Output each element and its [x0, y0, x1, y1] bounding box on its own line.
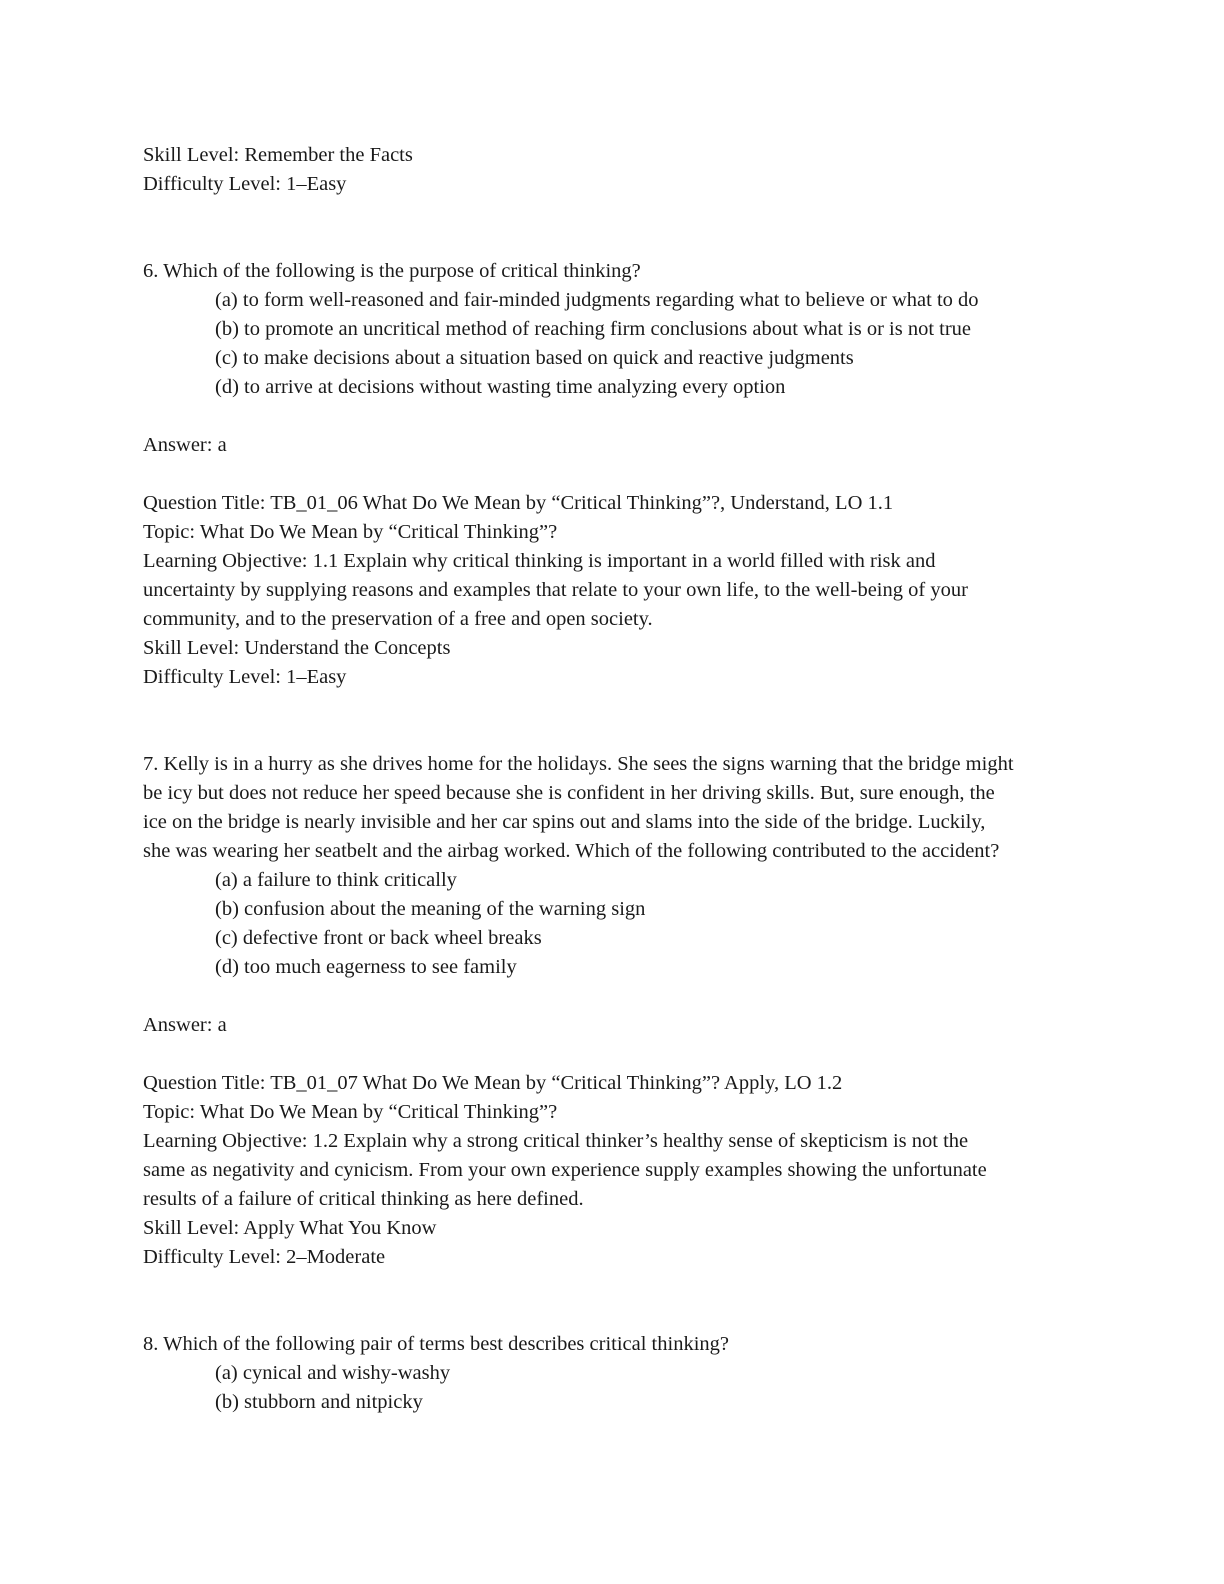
option-b: (b) stubborn and nitpicky: [215, 1391, 423, 1413]
question-text-line-2: be icy but does not reduce her speed because she is confident in her driving skills. But, sure enough, the: [143, 782, 995, 804]
difficulty-level: Difficulty Level: 2–Moderate: [143, 1246, 386, 1268]
option-b: (b) confusion about the meaning of the warning sign: [215, 898, 646, 920]
skill-level: Skill Level: Apply What You Know: [143, 1217, 437, 1239]
option-c: (c) to make decisions about a situation based on quick and reactive judgments: [215, 347, 854, 369]
page-content: [143, 141, 1083, 1417]
question-text-line-3: ice on the bridge is nearly invisible and her car spins out and slams into the side of the bridge. Luckily,: [143, 811, 986, 833]
option-a: (a) a failure to think critically: [215, 869, 457, 891]
learning-objective-line-2: same as negativity and cynicism. From your own experience supply examples showing the unfortunate: [143, 1159, 987, 1181]
answer: Answer: a: [143, 434, 227, 456]
spacer: [143, 199, 1083, 257]
spacer: [143, 692, 1083, 750]
answer: Answer: a: [143, 1014, 227, 1036]
option-d: (d) too much eagerness to see family: [215, 956, 517, 978]
learning-objective-line-3: results of a failure of critical thinking as here defined.: [143, 1188, 584, 1210]
learning-objective-line-1: Learning Objective: 1.1 Explain why critical thinking is important in a world filled with risk and: [143, 550, 936, 572]
question-6: [143, 257, 1083, 692]
skill-level: Skill Level: Understand the Concepts: [143, 637, 451, 659]
question-text: 8. Which of the following pair of terms best describes critical thinking?: [143, 1333, 729, 1355]
question-8: [143, 1330, 1083, 1417]
learning-objective-line-2: uncertainty by supplying reasons and examples that relate to your own life, to the well-being of your: [143, 579, 968, 601]
skill-level: Skill Level: Remember the Facts: [143, 144, 413, 166]
spacer: [143, 1040, 1083, 1069]
question-title: Question Title: TB_01_06 What Do We Mean by “Critical Thinking”?, Understand, LO 1.1: [143, 492, 894, 514]
difficulty-level: Difficulty Level: 1–Easy: [143, 666, 347, 688]
spacer: [143, 1272, 1083, 1330]
topic: Topic: What Do We Mean by “Critical Thinking”?: [143, 1101, 558, 1123]
spacer: [143, 982, 1083, 1011]
option-d: (d) to arrive at decisions without wasting time analyzing every option: [215, 376, 786, 398]
question-7: [143, 750, 1083, 1272]
option-c: (c) defective front or back wheel breaks: [215, 927, 542, 949]
spacer: [143, 460, 1083, 489]
difficulty-level: Difficulty Level: 1–Easy: [143, 173, 347, 195]
option-a: (a) to form well-reasoned and fair-minded judgments regarding what to believe or what to do: [215, 289, 979, 311]
spacer: [143, 402, 1083, 431]
learning-objective-line-3: community, and to the preservation of a free and open society.: [143, 608, 653, 630]
topic: Topic: What Do We Mean by “Critical Thinking”?: [143, 521, 558, 543]
learning-objective-line-1: Learning Objective: 1.2 Explain why a strong critical thinker’s healthy sense of skepticism is not the: [143, 1130, 969, 1152]
option-b: (b) to promote an uncritical method of reaching firm conclusions about what is or is not true: [215, 318, 972, 340]
option-a: (a) cynical and wishy-washy: [215, 1362, 451, 1384]
question-text-line-4: she was wearing her seatbelt and the airbag worked. Which of the following contributed to the accident?: [143, 840, 1000, 862]
question-text: 6. Which of the following is the purpose of critical thinking?: [143, 260, 641, 282]
question-text-line-1: 7. Kelly is in a hurry as she drives home for the holidays. She sees the signs warning that the bridge might: [143, 753, 1014, 775]
question-title: Question Title: TB_01_07 What Do We Mean by “Critical Thinking”? Apply, LO 1.2: [143, 1072, 843, 1094]
